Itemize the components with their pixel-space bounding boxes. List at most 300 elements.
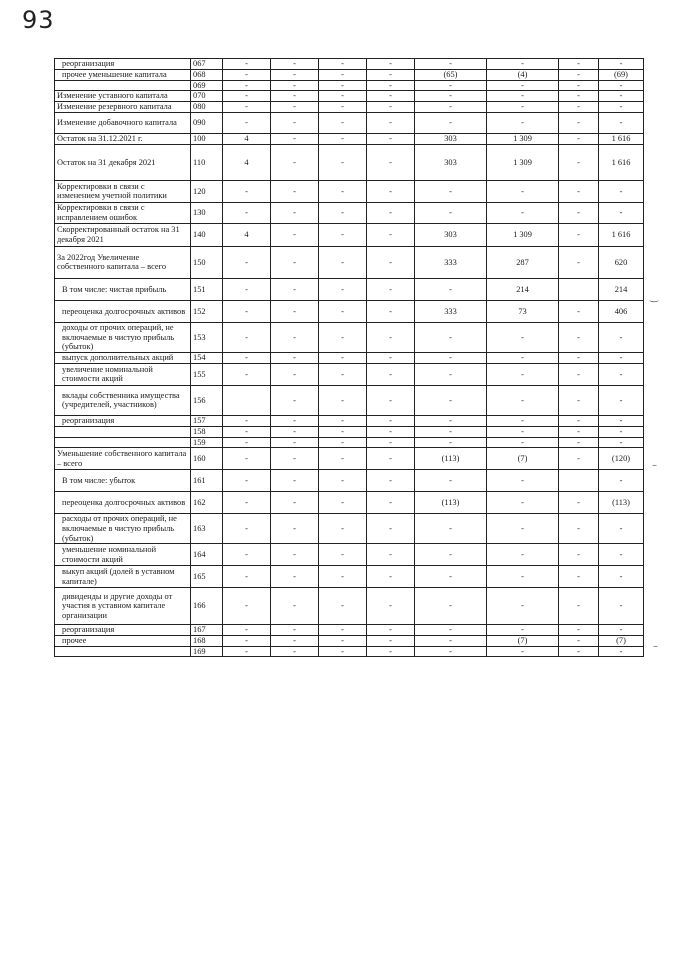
- row-code: 163: [191, 514, 223, 544]
- row-code: 152: [191, 300, 223, 322]
- table-row: [55, 180, 644, 202]
- row-code: 130: [191, 202, 223, 223]
- table-row: [55, 300, 644, 322]
- value-cell: -: [271, 544, 319, 566]
- value-cell: (4): [487, 69, 559, 80]
- value-cell: -: [367, 646, 415, 657]
- table-row: [55, 69, 644, 80]
- value-cell: 303: [415, 134, 487, 145]
- value-cell: -: [599, 180, 644, 202]
- value-cell: -: [319, 588, 367, 625]
- value-cell: -: [559, 134, 599, 145]
- value-cell: -: [415, 278, 487, 300]
- value-cell: -: [223, 246, 271, 278]
- row-label: За 2022год Увеличение собственного капитала – всего: [55, 246, 191, 278]
- value-cell: -: [319, 635, 367, 646]
- value-cell: -: [559, 544, 599, 566]
- table-row: [55, 492, 644, 514]
- value-cell: -: [487, 514, 559, 544]
- value-cell: -: [223, 437, 271, 448]
- table-row: [55, 635, 644, 646]
- value-cell: -: [487, 91, 559, 102]
- value-cell: -: [487, 385, 559, 415]
- row-code: 158: [191, 426, 223, 437]
- value-cell: -: [367, 448, 415, 470]
- value-cell: -: [559, 448, 599, 470]
- value-cell: 214: [599, 278, 644, 300]
- row-label: увеличение номинальной стоимости акций: [55, 363, 191, 385]
- value-cell: 287: [487, 246, 559, 278]
- value-cell: -: [599, 80, 644, 91]
- table-row: [55, 646, 644, 657]
- table-row: [55, 415, 644, 426]
- value-cell: (113): [415, 448, 487, 470]
- value-cell: -: [559, 426, 599, 437]
- table-row: [55, 91, 644, 102]
- row-code: 168: [191, 635, 223, 646]
- value-cell: -: [319, 385, 367, 415]
- value-cell: -: [223, 625, 271, 636]
- value-cell: -: [271, 134, 319, 145]
- value-cell: -: [319, 278, 367, 300]
- value-cell: -: [599, 352, 644, 363]
- value-cell: -: [223, 300, 271, 322]
- value-cell: -: [487, 470, 559, 492]
- value-cell: -: [415, 426, 487, 437]
- row-label: [55, 80, 191, 91]
- value-cell: -: [559, 625, 599, 636]
- value-cell: -: [367, 144, 415, 180]
- value-cell: 620: [599, 246, 644, 278]
- value-cell: -: [319, 69, 367, 80]
- row-label: реорганизация: [55, 59, 191, 70]
- value-cell: -: [367, 352, 415, 363]
- value-cell: -: [271, 426, 319, 437]
- row-code: 070: [191, 91, 223, 102]
- row-label: выкуп акций (долей в уставном капитале): [55, 566, 191, 588]
- value-cell: -: [223, 588, 271, 625]
- row-code: 154: [191, 352, 223, 363]
- value-cell: -: [319, 300, 367, 322]
- row-code: 100: [191, 134, 223, 145]
- row-code: 153: [191, 322, 223, 352]
- value-cell: -: [271, 588, 319, 625]
- value-cell: -: [223, 415, 271, 426]
- row-label: реорганизация: [55, 625, 191, 636]
- value-cell: -: [319, 80, 367, 91]
- row-code: 169: [191, 646, 223, 657]
- value-cell: -: [599, 102, 644, 113]
- value-cell: -: [559, 415, 599, 426]
- value-cell: -: [559, 113, 599, 134]
- value-cell: -: [415, 102, 487, 113]
- value-cell: -: [319, 91, 367, 102]
- value-cell: 1 309: [487, 134, 559, 145]
- value-cell: -: [223, 363, 271, 385]
- value-cell: -: [271, 246, 319, 278]
- value-cell: -: [415, 437, 487, 448]
- value-cell: -: [559, 300, 599, 322]
- value-cell: -: [487, 426, 559, 437]
- row-code: 151: [191, 278, 223, 300]
- table-row: [55, 113, 644, 134]
- row-label: Остаток на 31 декабря 2021: [55, 144, 191, 180]
- value-cell: -: [223, 322, 271, 352]
- value-cell: -: [559, 144, 599, 180]
- row-label: Корректировки в связи с исправлением ошибок: [55, 202, 191, 223]
- equity-changes-table: [54, 58, 644, 657]
- row-code: 150: [191, 246, 223, 278]
- value-cell: -: [367, 470, 415, 492]
- value-cell: -: [487, 646, 559, 657]
- value-cell: -: [415, 646, 487, 657]
- value-cell: -: [319, 352, 367, 363]
- table-row: [55, 566, 644, 588]
- value-cell: -: [319, 134, 367, 145]
- value-cell: -: [487, 544, 559, 566]
- value-cell: -: [415, 566, 487, 588]
- value-cell: -: [487, 363, 559, 385]
- row-label: прочее: [55, 635, 191, 646]
- value-cell: (113): [599, 492, 644, 514]
- value-cell: -: [271, 635, 319, 646]
- value-cell: 1 309: [487, 144, 559, 180]
- table-row: [55, 625, 644, 636]
- value-cell: -: [487, 492, 559, 514]
- value-cell: -: [319, 180, 367, 202]
- value-cell: -: [559, 69, 599, 80]
- row-label: Изменение уставного капитала: [55, 91, 191, 102]
- value-cell: -: [319, 322, 367, 352]
- value-cell: -: [367, 437, 415, 448]
- value-cell: 1 616: [599, 144, 644, 180]
- row-code: 162: [191, 492, 223, 514]
- row-label: доходы от прочих операций, не включаемые в чистую прибыль (убыток): [55, 322, 191, 352]
- value-cell: 4: [223, 134, 271, 145]
- value-cell: -: [599, 437, 644, 448]
- value-cell: -: [599, 113, 644, 134]
- table-row: [55, 426, 644, 437]
- value-cell: -: [559, 59, 599, 70]
- value-cell: -: [559, 246, 599, 278]
- value-cell: -: [271, 322, 319, 352]
- value-cell: -: [319, 437, 367, 448]
- value-cell: -: [271, 352, 319, 363]
- value-cell: -: [223, 91, 271, 102]
- row-code: 164: [191, 544, 223, 566]
- value-cell: -: [271, 144, 319, 180]
- value-cell: -: [487, 202, 559, 223]
- row-code: 140: [191, 223, 223, 246]
- row-label: вклады собственника имущества (учредителей, участников): [55, 385, 191, 415]
- value-cell: -: [367, 102, 415, 113]
- value-cell: -: [599, 322, 644, 352]
- value-cell: -: [559, 588, 599, 625]
- value-cell: -: [559, 102, 599, 113]
- value-cell: -: [223, 514, 271, 544]
- value-cell: -: [599, 566, 644, 588]
- value-cell: -: [319, 363, 367, 385]
- value-cell: -: [415, 80, 487, 91]
- table-row: [55, 437, 644, 448]
- value-cell: -: [559, 223, 599, 246]
- value-cell: -: [223, 180, 271, 202]
- value-cell: -: [415, 588, 487, 625]
- table-row: [55, 588, 644, 625]
- row-label: расходы от прочих операций, не включаемые в чистую прибыль (убыток): [55, 514, 191, 544]
- row-label: [55, 437, 191, 448]
- value-cell: -: [415, 385, 487, 415]
- row-code: 167: [191, 625, 223, 636]
- row-code: 120: [191, 180, 223, 202]
- value-cell: -: [559, 492, 599, 514]
- value-cell: 303: [415, 223, 487, 246]
- table-row: [55, 352, 644, 363]
- value-cell: -: [599, 426, 644, 437]
- table-row: [55, 544, 644, 566]
- value-cell: (69): [599, 69, 644, 80]
- value-cell: -: [599, 625, 644, 636]
- row-label: Остаток на 31.12.2021 г.: [55, 134, 191, 145]
- row-label: переоценка долгосрочных активов: [55, 300, 191, 322]
- value-cell: -: [487, 113, 559, 134]
- value-cell: -: [415, 91, 487, 102]
- value-cell: -: [271, 492, 319, 514]
- row-code: 110: [191, 144, 223, 180]
- value-cell: (7): [487, 448, 559, 470]
- value-cell: 1 616: [599, 134, 644, 145]
- value-cell: -: [367, 91, 415, 102]
- value-cell: -: [223, 470, 271, 492]
- value-cell: -: [319, 113, 367, 134]
- value-cell: 4: [223, 223, 271, 246]
- value-cell: -: [487, 415, 559, 426]
- value-cell: -: [271, 80, 319, 91]
- value-cell: -: [271, 646, 319, 657]
- value-cell: -: [319, 470, 367, 492]
- value-cell: -: [319, 102, 367, 113]
- row-label: дивиденды и другие доходы от участия в уставном капитале организации: [55, 588, 191, 625]
- value-cell: 214: [487, 278, 559, 300]
- value-cell: -: [271, 415, 319, 426]
- value-cell: -: [367, 514, 415, 544]
- row-label: Корректировки в связи с изменением учетной политики: [55, 180, 191, 202]
- value-cell: -: [415, 514, 487, 544]
- value-cell: -: [367, 59, 415, 70]
- row-code: 157: [191, 415, 223, 426]
- value-cell: -: [223, 448, 271, 470]
- value-cell: -: [367, 223, 415, 246]
- row-label: Уменьшение собственного капитала – всего: [55, 448, 191, 470]
- value-cell: 333: [415, 246, 487, 278]
- value-cell: -: [415, 544, 487, 566]
- row-label: В том числе: чистая прибыль: [55, 278, 191, 300]
- value-cell: -: [319, 246, 367, 278]
- value-cell: -: [415, 202, 487, 223]
- value-cell: -: [415, 470, 487, 492]
- row-label: [55, 646, 191, 657]
- value-cell: -: [367, 202, 415, 223]
- value-cell: -: [599, 588, 644, 625]
- value-cell: -: [487, 80, 559, 91]
- row-code: 080: [191, 102, 223, 113]
- value-cell: -: [415, 352, 487, 363]
- value-cell: -: [367, 246, 415, 278]
- table-row: [55, 322, 644, 352]
- value-cell: -: [367, 363, 415, 385]
- value-cell: -: [271, 202, 319, 223]
- value-cell: -: [367, 278, 415, 300]
- row-label: В том числе: убыток: [55, 470, 191, 492]
- row-code: 069: [191, 80, 223, 91]
- value-cell: -: [415, 625, 487, 636]
- value-cell: -: [271, 102, 319, 113]
- value-cell: -: [367, 134, 415, 145]
- value-cell: -: [271, 113, 319, 134]
- value-cell: -: [415, 180, 487, 202]
- value-cell: -: [367, 80, 415, 91]
- value-cell: -: [319, 448, 367, 470]
- row-code: 159: [191, 437, 223, 448]
- value-cell: -: [271, 437, 319, 448]
- table-row: [55, 385, 644, 415]
- value-cell: -: [271, 59, 319, 70]
- row-code: 155: [191, 363, 223, 385]
- value-cell: -: [223, 113, 271, 134]
- value-cell: -: [319, 59, 367, 70]
- value-cell: -: [487, 625, 559, 636]
- row-label: выпуск дополнительных акций: [55, 352, 191, 363]
- value-cell: -: [599, 514, 644, 544]
- value-cell: -: [487, 322, 559, 352]
- value-cell: -: [487, 59, 559, 70]
- value-cell: -: [367, 113, 415, 134]
- value-cell: -: [559, 91, 599, 102]
- value-cell: -: [223, 69, 271, 80]
- value-cell: -: [487, 566, 559, 588]
- value-cell: 1 616: [599, 223, 644, 246]
- row-code: 090: [191, 113, 223, 134]
- value-cell: 406: [599, 300, 644, 322]
- value-cell: [559, 278, 599, 300]
- value-cell: -: [599, 363, 644, 385]
- value-cell: -: [319, 566, 367, 588]
- value-cell: -: [559, 566, 599, 588]
- table-row: [55, 80, 644, 91]
- table-row: [55, 448, 644, 470]
- value-cell: (7): [487, 635, 559, 646]
- row-code: 166: [191, 588, 223, 625]
- value-cell: -: [319, 514, 367, 544]
- value-cell: -: [599, 646, 644, 657]
- row-label: Изменение добавочного капитала: [55, 113, 191, 134]
- value-cell: -: [487, 352, 559, 363]
- value-cell: -: [223, 646, 271, 657]
- value-cell: -: [223, 352, 271, 363]
- value-cell: (65): [415, 69, 487, 80]
- value-cell: -: [367, 322, 415, 352]
- value-cell: -: [599, 544, 644, 566]
- value-cell: -: [599, 470, 644, 492]
- value-cell: -: [367, 625, 415, 636]
- row-code: 160: [191, 448, 223, 470]
- value-cell: -: [319, 144, 367, 180]
- value-cell: -: [599, 59, 644, 70]
- handwritten-page-number: 93: [22, 6, 55, 34]
- value-cell: -: [415, 363, 487, 385]
- value-cell: -: [367, 566, 415, 588]
- value-cell: [223, 385, 271, 415]
- value-cell: -: [559, 646, 599, 657]
- row-label: [55, 426, 191, 437]
- value-cell: -: [319, 544, 367, 566]
- table-row: [55, 144, 644, 180]
- value-cell: -: [367, 69, 415, 80]
- value-cell: -: [223, 426, 271, 437]
- value-cell: -: [319, 202, 367, 223]
- row-label: уменьшение номинальной стоимости акций: [55, 544, 191, 566]
- value-cell: (120): [599, 448, 644, 470]
- value-cell: -: [367, 300, 415, 322]
- value-cell: -: [415, 415, 487, 426]
- row-code: 067: [191, 59, 223, 70]
- value-cell: -: [271, 448, 319, 470]
- value-cell: -: [559, 437, 599, 448]
- value-cell: -: [319, 223, 367, 246]
- row-code: 161: [191, 470, 223, 492]
- value-cell: -: [319, 625, 367, 636]
- value-cell: -: [271, 514, 319, 544]
- row-code: 165: [191, 566, 223, 588]
- value-cell: -: [559, 202, 599, 223]
- value-cell: -: [487, 437, 559, 448]
- value-cell: -: [367, 635, 415, 646]
- value-cell: -: [367, 544, 415, 566]
- value-cell: -: [271, 566, 319, 588]
- table-row: [55, 514, 644, 544]
- table-row: [55, 202, 644, 223]
- value-cell: -: [223, 278, 271, 300]
- row-label: реорганизация: [55, 415, 191, 426]
- value-cell: -: [559, 514, 599, 544]
- value-cell: -: [271, 363, 319, 385]
- value-cell: -: [367, 415, 415, 426]
- value-cell: -: [223, 80, 271, 91]
- value-cell: -: [223, 492, 271, 514]
- value-cell: -: [319, 492, 367, 514]
- value-cell: -: [367, 426, 415, 437]
- value-cell: -: [599, 91, 644, 102]
- value-cell: -: [271, 625, 319, 636]
- value-cell: -: [487, 180, 559, 202]
- value-cell: -: [271, 300, 319, 322]
- value-cell: -: [271, 223, 319, 246]
- value-cell: -: [415, 113, 487, 134]
- value-cell: -: [559, 322, 599, 352]
- value-cell: -: [367, 492, 415, 514]
- value-cell: -: [319, 426, 367, 437]
- table-row: [55, 59, 644, 70]
- value-cell: -: [415, 322, 487, 352]
- table-row: [55, 470, 644, 492]
- value-cell: -: [487, 102, 559, 113]
- value-cell: -: [599, 202, 644, 223]
- value-cell: -: [271, 470, 319, 492]
- value-cell: -: [223, 202, 271, 223]
- value-cell: -: [271, 278, 319, 300]
- value-cell: -: [271, 385, 319, 415]
- value-cell: [559, 470, 599, 492]
